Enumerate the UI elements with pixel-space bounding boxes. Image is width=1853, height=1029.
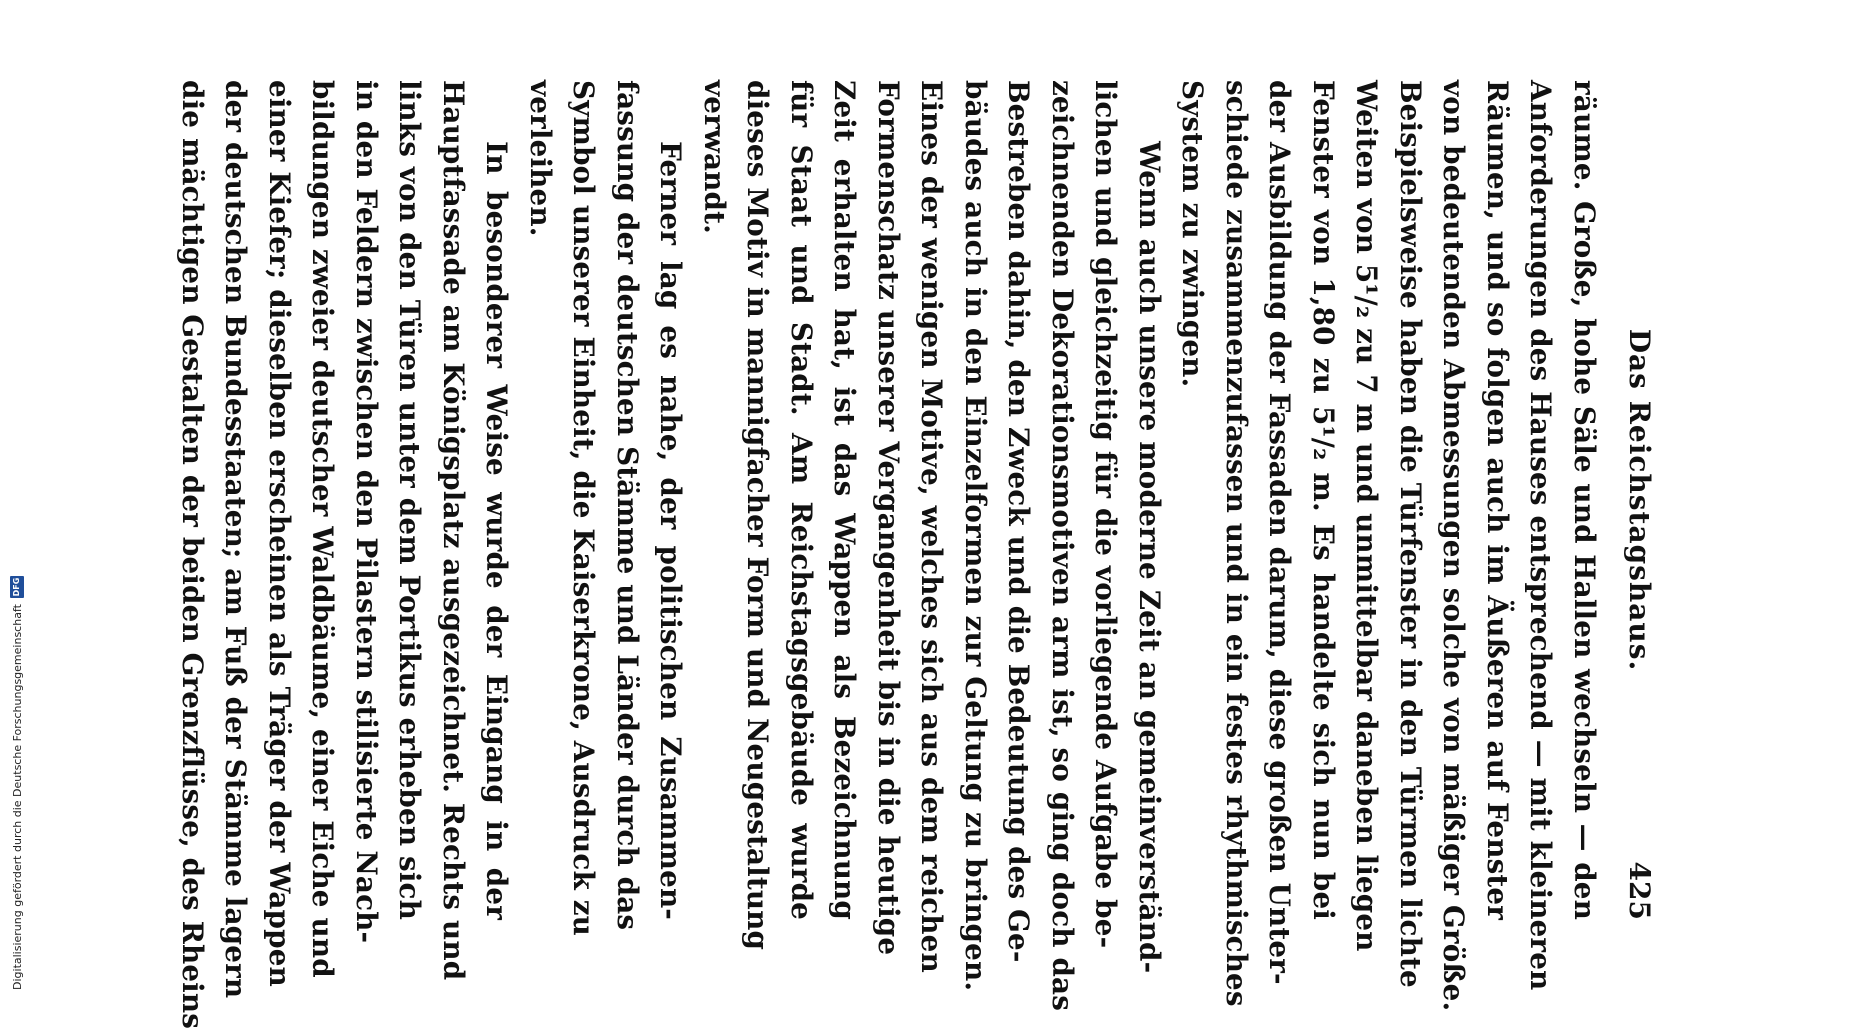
text-line: Weiten von 5¹/₂ zu 7 m und unmittelbar daneben liegen [1350, 80, 1384, 952]
digitization-credit-text: Digitalisierung gefördert durch die Deutsche Forschungsgemeinschaft [10, 604, 24, 990]
text-line: der deutschen Bundesstaaten; am Fuß der Stämme lagern [219, 80, 253, 999]
text-line: Ferner lag es nahe, der politischen Zusammen- [654, 141, 688, 920]
text-line: Symbol unserer Einheit, die Kaiserkrone, Ausdruck zu [567, 80, 601, 936]
text-line: der Ausbildung der Fassaden darum, diese großen Unter- [1263, 80, 1297, 985]
text-line: fassung der deutschen Stämme und Länder durch das [611, 80, 644, 931]
text-line: Fenster von 1,80 zu 5¹/₂ m. Es handelte sich nun bei [1307, 80, 1340, 920]
text-line: einer Kiefer; dieselben erscheinen als Träger der Wappen [263, 80, 296, 987]
digitization-credit [10, 576, 24, 990]
text-line: räume. Große, hohe Säle und Hallen wechseln — den [1568, 80, 1601, 920]
text-line: Anforderungen des Hauses entsprechend — mit kleineren [1524, 80, 1558, 991]
paragraph [171, 80, 519, 1029]
text-line: In besonderer Weise wurde der Eingang in der [480, 141, 514, 920]
running-head: Das Reichstagshaus. [1623, 328, 1656, 672]
text-line: bildungen zweier deutscher Waldbäume, einer Eiche und [306, 80, 340, 978]
page-number: 425 [1623, 861, 1656, 920]
text-line: Räumen, und so folgen auch im Äußeren auf Fenster [1481, 80, 1514, 920]
text-line: System zu zwingen. [1176, 80, 1210, 388]
dfg-logo: DFG [10, 576, 24, 598]
text-line: Beispielsweise haben die Türfenster in den Türmen lichte [1394, 80, 1427, 988]
text-line: dieses Motiv in mannigfacher Form und Neugestaltung [741, 80, 775, 951]
text-line: Hauptfassade am Königsplatz ausgezeichnet. Rechts und [437, 80, 470, 981]
text-line: verwandt. [698, 80, 731, 234]
text-line: schiede zusammenzufassen und in ein festes rhythmisches [1220, 80, 1253, 1007]
paragraph [1171, 80, 1606, 1012]
text-line: Zeit erhalten hat, ist das Wappen als Bezeichnung [828, 80, 862, 920]
text-line: in den Feldern zwischen den Pilastern stilisierte Nach- [350, 80, 383, 944]
rotated-page-content [176, 80, 1662, 1029]
text-line: bäudes auch in den Einzelformen zur Geltung zu bringen. [959, 80, 992, 992]
text-line: Wenn auch unsere moderne Zeit an gemeinverständ- [1133, 141, 1166, 974]
text-line: links von den Türen unter dem Portikus erheben sich [393, 80, 427, 920]
text-line: für Staat und Stadt. Am Reichstagsgebäude wurde [785, 80, 818, 920]
paragraph [693, 80, 1172, 1012]
text-line: die mächtigen Gestalten der beiden Grenzflüsse, des Rheins [176, 80, 209, 1029]
text-line: verleihen. [524, 80, 557, 237]
text-line: von bedeutenden Abmessungen solche von mäßiger Größe. [1437, 80, 1471, 1012]
text-line: zeichnenden Dekorationsmotiven arm ist, so ging doch das [1046, 80, 1079, 1012]
text-line: lichen und gleichzeitig für die vorliegende Aufgabe be- [1089, 80, 1123, 949]
body-text [171, 80, 1607, 1029]
paragraph [519, 80, 693, 936]
page-header [1606, 80, 1662, 920]
text-line: Formenschatz unserer Vergangenheit bis in die heutige [872, 80, 905, 956]
text-line: Eines der wenigen Motive, welches sich aus dem reichen [915, 80, 949, 973]
text-line: Bestreben dahin, den Zweck und die Bedeutung des Ge- [1002, 80, 1036, 963]
